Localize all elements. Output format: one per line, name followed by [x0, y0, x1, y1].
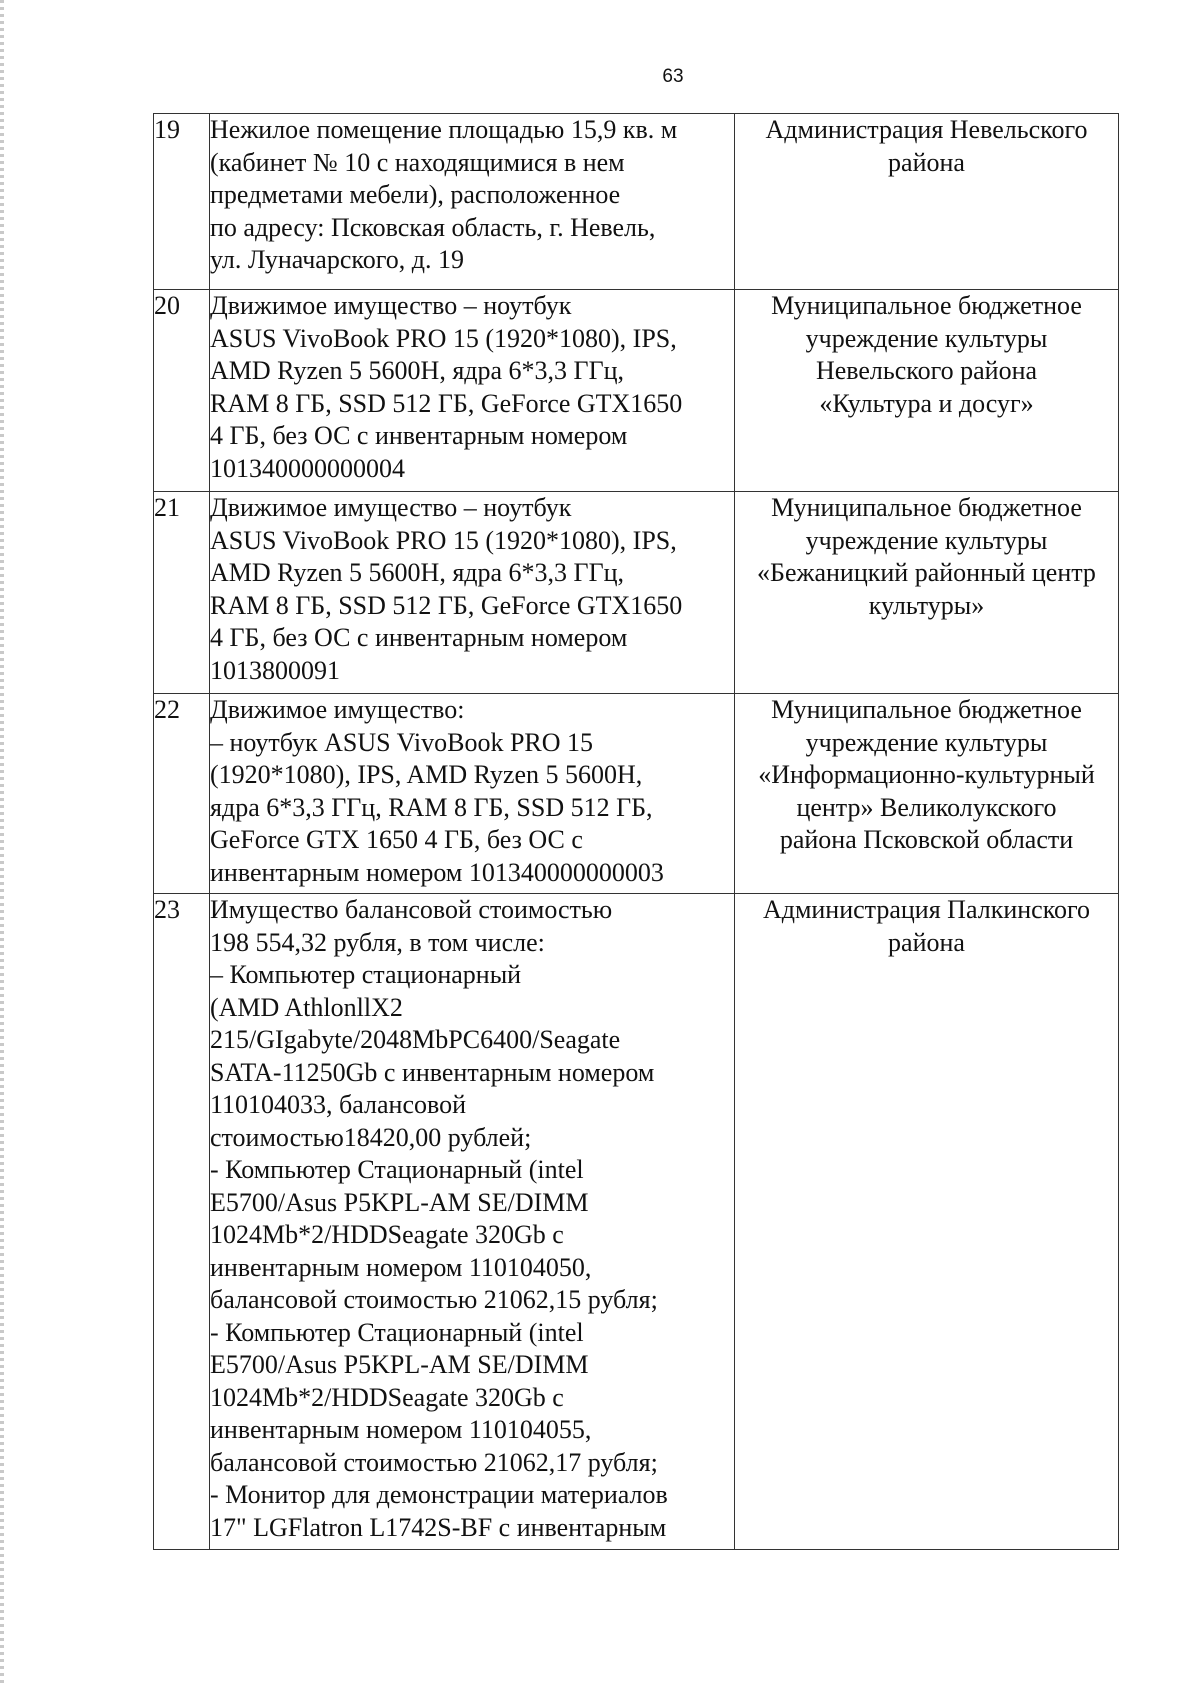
text-line: (AMD AthlonllX2	[210, 992, 403, 1022]
property-table-body	[154, 114, 1119, 1550]
text-line: E5700/Asus P5KPL-AM SE/DIMM	[210, 1350, 589, 1379]
property-description-cell	[210, 492, 735, 694]
text-line: 4 ГБ, без ОС с инвентарным номером	[210, 623, 628, 652]
text-line: Администрация Невельского	[765, 115, 1088, 144]
text-line: 110104033, балансовой	[210, 1090, 467, 1119]
text-line: SATA-11250Gb с инвентарным номером	[210, 1057, 655, 1087]
text-line: района Псковской области	[779, 825, 1074, 854]
row-number-cell: 19	[154, 114, 210, 290]
text-line: (1920*1080), IPS, AMD Ryzen 5 5600H,	[210, 760, 643, 789]
table-row	[154, 114, 1119, 290]
text-line: инвентарным номером 110104050,	[210, 1252, 592, 1282]
text-line: «Информационно-культурный	[758, 760, 1095, 789]
text-line: - Монитор для демонстрации материалов	[210, 1480, 668, 1509]
table-row	[154, 894, 1119, 1550]
text-line: учреждение культуры	[805, 525, 1048, 555]
text-line: Администрация Палкинского	[762, 895, 1091, 924]
text-line: E5700/Asus P5KPL-AM SE/DIMM	[210, 1187, 589, 1217]
text-line: 17" LGFlatron L1742S-BF с инвентарным	[210, 1512, 667, 1542]
text-line: учреждение культуры	[805, 323, 1048, 353]
text-line: RAM 8 ГБ, SSD 512 ГБ, GeForce GTX1650	[210, 590, 683, 620]
text-line: – Компьютер стационарный	[210, 960, 522, 989]
text-line: Невельского района	[815, 356, 1038, 385]
recipient-organization-cell	[735, 114, 1119, 290]
text-line: ASUS VivoBook PRO 15 (1920*1080), IPS,	[210, 525, 677, 555]
recipient-organization-cell	[735, 290, 1119, 492]
text-line: Муниципальное бюджетное	[771, 291, 1082, 320]
page-number: 63	[662, 66, 684, 87]
row-number-cell: 22	[154, 694, 210, 894]
table-row	[154, 290, 1119, 492]
row-number-cell: 21	[154, 492, 210, 694]
text-line: – ноутбук ASUS VivoBook PRO 15	[210, 727, 594, 757]
text-line: ASUS VivoBook PRO 15 (1920*1080), IPS,	[210, 323, 677, 353]
text-line: GeForce GTX 1650 4 ГБ, без ОС с	[210, 825, 583, 854]
text-line: по адресу: Псковская область, г. Невель,	[210, 212, 656, 242]
text-line: балансовой стоимостью 21062,17 рубля;	[210, 1447, 658, 1477]
property-table	[153, 113, 1119, 1550]
text-line: Муниципальное бюджетное	[771, 493, 1082, 522]
text-line: (кабинет № 10 с находящимися в нем	[210, 147, 625, 177]
property-description-cell	[210, 114, 735, 290]
text-line: 4 ГБ, без ОС с инвентарным номером	[210, 421, 628, 450]
text-line: - Компьютер Стационарный (intel	[210, 1317, 584, 1347]
text-line: района	[888, 927, 965, 957]
text-line: 1024Mb*2/HDDSeagate 320Gb с	[210, 1382, 564, 1412]
text-line: культуры»	[868, 590, 985, 620]
text-line: AMD Ryzen 5 5600H, ядра 6*3,3 ГГц,	[210, 356, 625, 385]
text-line: Движимое имущество – ноутбук	[210, 493, 572, 522]
text-line: района	[888, 147, 965, 177]
scan-edge-decoration	[0, 0, 4, 1686]
text-line: инвентарным номером 110104055,	[210, 1415, 592, 1444]
row-number-cell: 23	[154, 894, 210, 1550]
text-line: AMD Ryzen 5 5600H, ядра 6*3,3 ГГц,	[210, 558, 625, 587]
recipient-organization-cell	[735, 894, 1119, 1550]
row-number-cell: 20	[154, 290, 210, 492]
text-line: Муниципальное бюджетное	[771, 695, 1082, 724]
text-line: «Культура и досуг»	[819, 388, 1034, 418]
text-line: предметами мебели), расположенное	[210, 180, 621, 209]
text-line: ядра 6*3,3 ГГц, RAM 8 ГБ, SSD 512 ГБ,	[210, 792, 653, 822]
property-description-cell	[210, 894, 735, 1550]
text-line: Движимое имущество:	[210, 695, 465, 724]
text-line: ул. Луначарского, д. 19	[210, 245, 464, 274]
text-line: учреждение культуры	[805, 727, 1048, 757]
text-line: балансовой стоимостью 21062,15 рубля;	[210, 1285, 658, 1314]
text-line: 1013800091	[210, 655, 340, 685]
text-line: 215/GIgabyte/2048MbPC6400/Seagate	[210, 1025, 621, 1054]
text-line: - Компьютер Стационарный (intel	[210, 1155, 584, 1184]
text-line: Имущество балансовой стоимостью	[210, 895, 613, 924]
property-description-cell	[210, 694, 735, 894]
text-line: 1024Mb*2/HDDSeagate 320Gb с	[210, 1220, 564, 1249]
text-line: RAM 8 ГБ, SSD 512 ГБ, GeForce GTX1650	[210, 388, 683, 418]
text-line: 101340000000004	[210, 453, 405, 483]
recipient-organization-cell	[735, 694, 1119, 894]
text-line: 198 554,32 рубля, в том числе:	[210, 927, 545, 957]
text-line: Нежилое помещение площадью 15,9 кв. м	[210, 115, 678, 144]
text-line: центр» Великолукского	[796, 792, 1057, 822]
text-line: «Бежаницкий районный центр	[757, 558, 1096, 587]
text-line: Движимое имущество – ноутбук	[210, 291, 572, 320]
table-row	[154, 492, 1119, 694]
property-description-cell	[210, 290, 735, 492]
text-line: инвентарным номером 101340000000003	[210, 857, 664, 887]
recipient-organization-cell	[735, 492, 1119, 694]
table-row	[154, 694, 1119, 894]
text-line: стоимостью18420,00 рублей;	[210, 1122, 532, 1152]
